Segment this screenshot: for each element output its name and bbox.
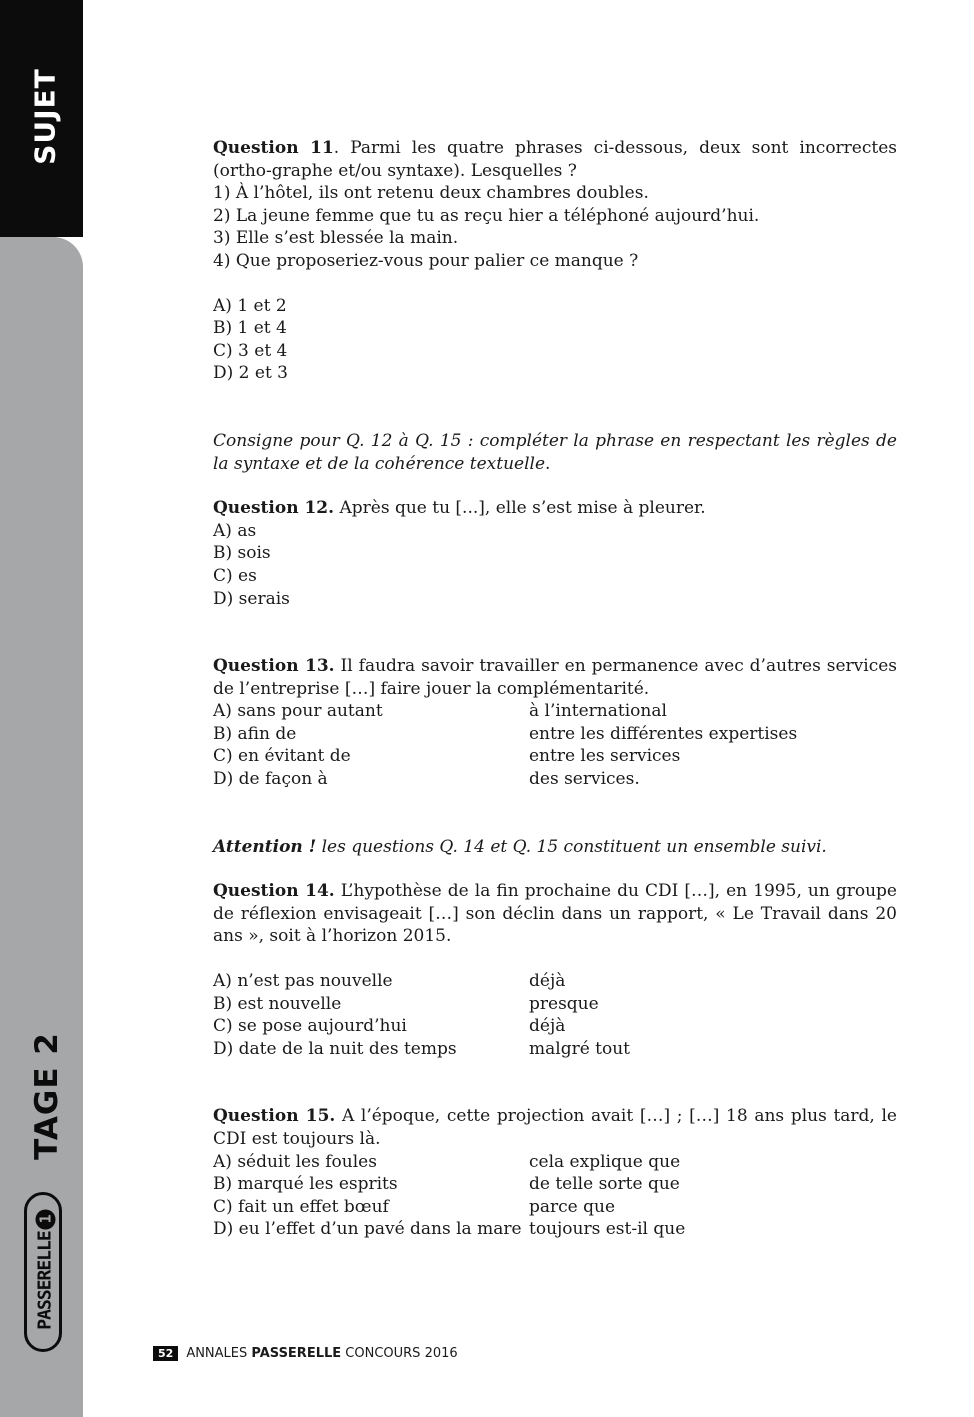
q11-option: B) 1 et 4 bbox=[213, 318, 287, 339]
question-12-label: Question 12. bbox=[213, 498, 335, 519]
q12-option: D) serais bbox=[213, 588, 290, 609]
q15-option-right: cela explique que bbox=[529, 1151, 681, 1172]
question-13-stem bbox=[213, 655, 897, 700]
attention-note bbox=[213, 836, 897, 859]
question-11-label: Question 11 bbox=[213, 138, 334, 158]
q14-option-right: déjà bbox=[529, 1016, 566, 1037]
footer-prefix: ANNALES bbox=[186, 1346, 252, 1361]
section-label: TAGE 2 bbox=[29, 1032, 65, 1160]
q13-option-row bbox=[213, 768, 897, 791]
q11-option: A) 1 et 2 bbox=[213, 295, 287, 316]
q14-option-row bbox=[213, 970, 897, 993]
q14-option-right: déjà bbox=[529, 971, 566, 992]
q15-option-left: A) séduit les foules bbox=[213, 1151, 377, 1172]
q15-option-row bbox=[213, 1196, 897, 1219]
q11-sentence: 4) Que proposeriez-vous pour palier ce manque ? bbox=[213, 250, 639, 271]
q13-option-right: entre les services bbox=[529, 746, 681, 767]
q14-option-right: malgré tout bbox=[529, 1038, 631, 1059]
question-11-text: . Parmi les quatre phrases ci-dessous, deux sont incorrectes (ortho-graphe et/ou syntaxe). Lesquelles ? bbox=[213, 138, 898, 181]
q13-option-left: D) de façon à bbox=[213, 769, 328, 790]
q12-option: A) as bbox=[213, 520, 257, 541]
sidebar-header-band bbox=[0, 0, 83, 237]
question-12-stem bbox=[213, 497, 897, 520]
q14-option-left: D) date de la nuit des temps bbox=[213, 1038, 457, 1059]
q14-option-right: presque bbox=[529, 993, 599, 1014]
attention-text: les questions Q. 14 et Q. 15 constituent un ensemble suivi. bbox=[316, 836, 827, 857]
q15-option-right: toujours est-il que bbox=[529, 1219, 686, 1240]
q13-option-row bbox=[213, 700, 897, 723]
q13-option-right: à l’international bbox=[529, 701, 667, 722]
footer-brand: PASSERELLE bbox=[251, 1346, 342, 1361]
q14-option-row bbox=[213, 993, 897, 1016]
q12-option: B) sois bbox=[213, 543, 271, 564]
q14-option-left: B) est nouvelle bbox=[213, 993, 342, 1014]
q15-option-right: de telle sorte que bbox=[529, 1174, 680, 1195]
page-content bbox=[213, 137, 897, 1241]
sujet-label: SUJET bbox=[28, 68, 62, 165]
instruction-text: Consigne pour Q. 12 à Q. 15 : compléter la phrase en respectant les règles de la syntaxe et de la cohérence textuelle. bbox=[213, 430, 897, 474]
q11-sentence: 2) La jeune femme que tu as reçu hier a téléphoné aujourd’hui. bbox=[213, 205, 760, 226]
q13-option-right: entre les différentes expertises bbox=[529, 723, 798, 744]
footer-suffix: CONCOURS 2016 bbox=[341, 1346, 458, 1361]
q14-option-row bbox=[213, 1038, 897, 1061]
q13-option-left: B) afin de bbox=[213, 723, 297, 744]
question-15-text: A l’époque, cette projection avait […] ; […] 18 ans plus tard, le CDI est toujours là. bbox=[213, 1106, 897, 1149]
q13-option-row bbox=[213, 723, 897, 746]
q13-option-left: C) en évitant de bbox=[213, 746, 351, 767]
q11-option: D) 2 et 3 bbox=[213, 363, 288, 384]
question-14-label: Question 14. bbox=[213, 881, 335, 902]
question-13-label: Question 13. bbox=[213, 656, 335, 677]
question-15-stem bbox=[213, 1105, 897, 1150]
q15-option-left: B) marqué les esprits bbox=[213, 1174, 398, 1195]
q13-option-right: des services. bbox=[529, 769, 640, 790]
q15-option-row bbox=[213, 1173, 897, 1196]
question-14-text: L’hypothèse de la fin prochaine du CDI […], en 1995, un groupe de réflexion envisageait […] son déclin dans un rapport, « Le Travail dans 20 ans », soit à l’horizon 2015. bbox=[213, 881, 897, 947]
q14-option-left: C) se pose aujourd’hui bbox=[213, 1016, 407, 1037]
q14-option-row bbox=[213, 1015, 897, 1038]
attention-label: Attention ! bbox=[213, 836, 317, 857]
q11-sentence: 1) À l’hôtel, ils ont retenu deux chambres doubles. bbox=[213, 183, 649, 204]
q14-option-left: A) n’est pas nouvelle bbox=[213, 971, 393, 992]
logo-wordmark: PASSERELLE1 bbox=[35, 1200, 56, 1340]
question-13-text: Il faudra savoir travailler en permanence avec d’autres services de l’entreprise […] faire jouer la complémentarité. bbox=[213, 656, 897, 699]
q11-option: C) 3 et 4 bbox=[213, 340, 288, 361]
q15-option-left: C) fait un effet bœuf bbox=[213, 1196, 389, 1217]
logo-number-badge: 1 bbox=[36, 1209, 56, 1229]
question-14-stem bbox=[213, 880, 897, 948]
q15-option-left: D) eu l’effet d’un pavé dans la mare bbox=[213, 1219, 522, 1240]
q15-option-row bbox=[213, 1151, 897, 1174]
question-15-label: Question 15. bbox=[213, 1106, 336, 1127]
q13-option-row bbox=[213, 745, 897, 768]
page-footer bbox=[153, 1346, 458, 1361]
question-12-text: Après que tu [...], elle s’est mise à pleurer. bbox=[334, 498, 706, 519]
q15-option-right: parce que bbox=[529, 1196, 616, 1217]
q12-option: C) es bbox=[213, 565, 257, 586]
q11-sentence: 3) Elle s’est blessée la main. bbox=[213, 228, 459, 249]
question-11-stem bbox=[213, 137, 897, 182]
passerelle-logo bbox=[24, 1192, 62, 1352]
q13-option-left: A) sans pour autant bbox=[213, 701, 383, 722]
q15-option-row bbox=[213, 1218, 897, 1241]
page-number: 52 bbox=[153, 1346, 178, 1361]
